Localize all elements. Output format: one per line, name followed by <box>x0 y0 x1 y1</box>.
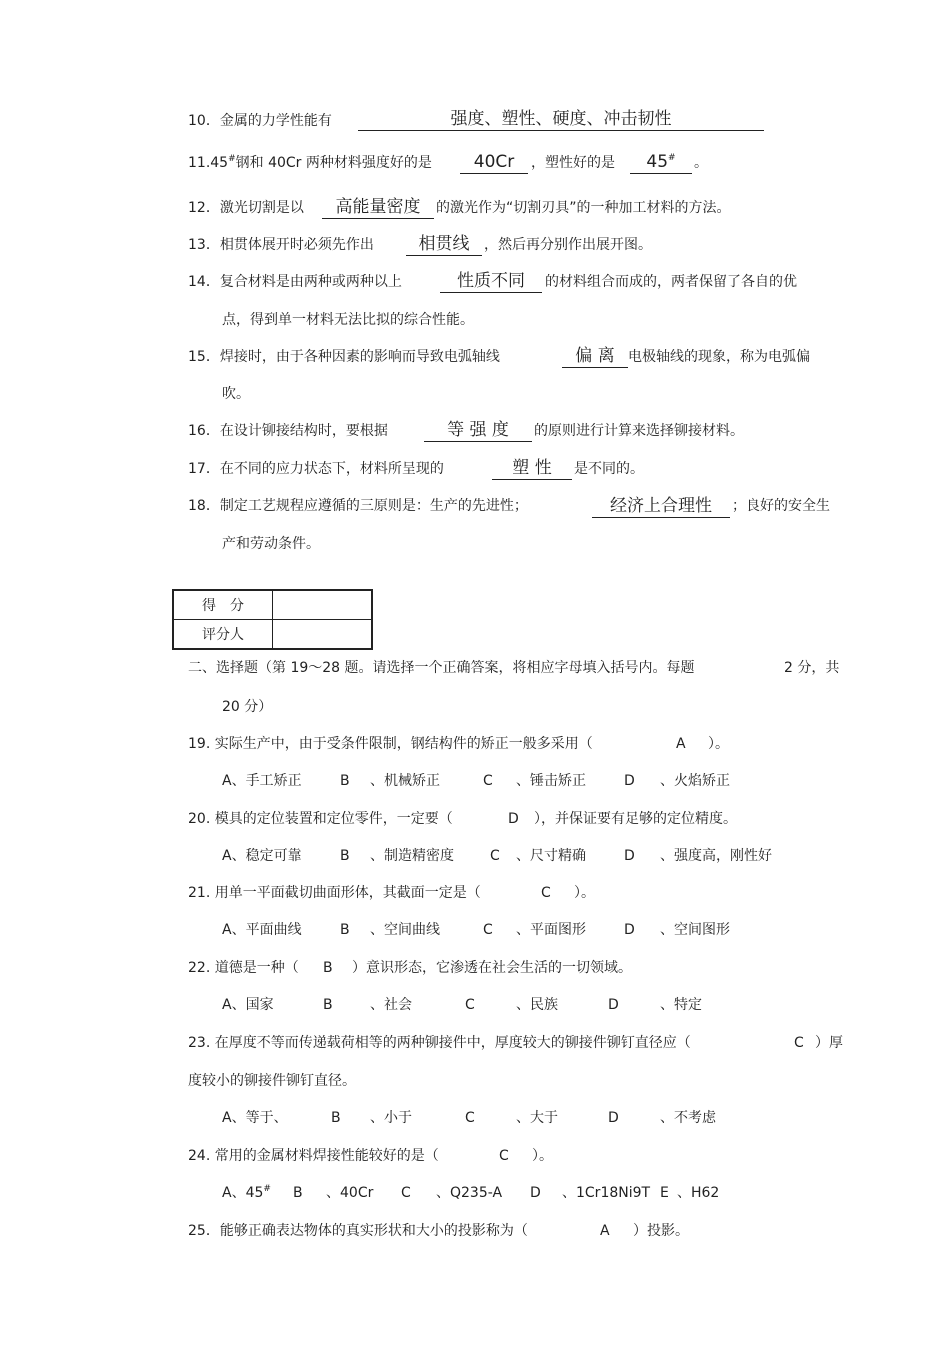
q20-option-a: A、稳定可靠 <box>222 848 302 864</box>
q13-answer: 相贯线 <box>406 233 482 256</box>
score-cell <box>273 590 373 620</box>
q21-option-a: A、平面曲线 <box>222 922 302 938</box>
q20-end: ），并保证要有足够的定位精度。 <box>534 811 737 827</box>
q19-option-d: 、火焰矫正 <box>660 773 730 789</box>
q23-option-d-letter: D <box>608 1110 619 1126</box>
q17-end: 是不同的。 <box>574 461 644 477</box>
q17-line: 17．在不同的应力状态下，材料所呈现的 <box>188 461 444 477</box>
q20-option-c-letter: C <box>490 848 500 864</box>
q10-answer: 强度、塑性、硬度、冲击韧性 <box>358 108 764 131</box>
q11-line: 11.45#钢和 40Cr 两种材料强度好的是 <box>188 154 432 171</box>
q20-option-b: 、制造精密度 <box>370 848 454 864</box>
score-label: 得 分 <box>173 590 273 620</box>
q16-answer: 等 强 度 <box>424 419 532 442</box>
q15-answer: 偏 离 <box>562 345 628 368</box>
q19-option-a: A、手工矫正 <box>222 773 302 789</box>
q14-line: 14．复合材料是由两种或两种以上 <box>188 274 402 290</box>
q23-answer: C <box>794 1035 804 1051</box>
q15-line: 15．焊接时，由于各种因素的影响而导致电弧轴线 <box>188 349 500 365</box>
q14-end: 的材料组合而成的，两者保留了各自的优 <box>545 274 797 290</box>
q24-option-c: 、Q235-A <box>436 1185 503 1201</box>
q15-end: 电极轴线的现象，称为电弧偏 <box>628 349 810 365</box>
q24-answer: C <box>499 1148 509 1164</box>
q21-option-d-letter: D <box>624 922 635 938</box>
q23-end: ）厚 <box>815 1035 843 1051</box>
q14-answer: 性质不同 <box>440 270 542 293</box>
q24-option-a: A、45# <box>222 1184 271 1201</box>
q23-option-b: 、小于 <box>370 1110 412 1126</box>
section2-heading-line2: 20 分） <box>222 699 273 715</box>
q21-option-c: 、平面图形 <box>516 922 586 938</box>
q23-option-c-letter: C <box>465 1110 475 1126</box>
q16-end: 的原则进行计算来选择铆接材料。 <box>534 423 744 439</box>
q24-end: ）。 <box>532 1148 553 1164</box>
q11-mid: ，塑性好的是 <box>531 155 615 171</box>
q19-end: ）。 <box>708 736 729 752</box>
q12-answer: 高能量密度 <box>322 196 434 219</box>
q23-option-b-letter: B <box>331 1110 341 1126</box>
q22-option-a: A、国家 <box>222 997 274 1013</box>
q23-line2: 度较小的铆接件铆钉直径。 <box>188 1073 356 1089</box>
section2-heading-points: 2 分，共 <box>784 660 840 676</box>
q22-line: 22. 道德是一种（ <box>188 960 299 976</box>
q22-answer: B <box>323 960 333 976</box>
q22-option-d: 、特定 <box>660 997 702 1013</box>
q21-line: 21. 用单一平面截切曲面形体，其截面一定是（ <box>188 885 481 901</box>
q23-option-a: A、等于、 <box>222 1110 288 1126</box>
q20-answer: D <box>508 811 519 827</box>
q10-line: 10．金属的力学性能有 <box>188 113 332 129</box>
q20-line: 20. 模具的定位装置和定位零件，一定要（ <box>188 811 453 827</box>
q12-line: 12．激光切割是以 <box>188 200 304 216</box>
q25-line: 25．能够正确表达物体的真实形状和大小的投影称为（ <box>188 1223 528 1239</box>
q24-option-e: 、H62 <box>677 1185 720 1201</box>
grader-cell <box>273 620 373 650</box>
q17-answer: 塑 性 <box>492 457 572 480</box>
q22-option-b-letter: B <box>323 997 333 1013</box>
q18-line: 18．制定工艺规程应遵循的三原则是：生产的先进性； <box>188 498 528 514</box>
q11-answer-plasticity: 45# <box>630 151 692 174</box>
q21-option-b-letter: B <box>340 922 350 938</box>
q19-answer: A <box>676 736 686 752</box>
q23-option-d: 、不考虑 <box>660 1110 716 1126</box>
q20-option-d-letter: D <box>624 848 635 864</box>
q21-answer: C <box>541 885 551 901</box>
q25-end: ）投影。 <box>633 1223 689 1239</box>
q21-option-b: 、空间曲线 <box>370 922 440 938</box>
q18-answer: 经济上合理性 <box>592 495 730 518</box>
q20-option-b-letter: B <box>340 848 350 864</box>
grader-label: 评分人 <box>173 620 273 650</box>
q13-end: ，然后再分别作出展开图。 <box>484 237 652 253</box>
q22-option-b: 、社会 <box>370 997 412 1013</box>
section2-heading: 二、选择题（第 19～28 题。请选择一个正确答案，将相应字母填入括号内。每题 <box>188 660 695 676</box>
q20-option-d: 、强度高，刚性好 <box>660 848 772 864</box>
q19-line: 19. 实际生产中，由于受条件限制，钢结构件的矫正一般多采用（ <box>188 736 593 752</box>
q20-option-c: 、尺寸精确 <box>516 848 586 864</box>
q14-line2: 点，得到单一材料无法比拟的综合性能。 <box>222 312 474 328</box>
score-table <box>172 589 373 650</box>
q11-answer-strength: 40Cr <box>460 151 528 174</box>
q11-end: 。 <box>694 155 708 171</box>
q19-option-b-letter: B <box>340 773 350 789</box>
q23-option-c: 、大于 <box>516 1110 558 1126</box>
q12-end: 的激光作为“切割刃具”的一种加工材料的方法。 <box>436 200 731 216</box>
q16-line: 16．在设计铆接结构时，要根据 <box>188 423 388 439</box>
q22-end: ）意识形态，它渗透在社会生活的一切领域。 <box>352 960 632 976</box>
q21-option-c-letter: C <box>483 922 493 938</box>
q24-option-e-letter: E <box>660 1185 669 1201</box>
q24-option-d: 、1Cr18Ni9T <box>562 1185 651 1201</box>
q18-line2: 产和劳动条件。 <box>222 536 320 552</box>
q13-line: 13．相贯体展开时必须先作出 <box>188 237 374 253</box>
q24-option-d-letter: D <box>530 1185 541 1201</box>
q22-option-d-letter: D <box>608 997 619 1013</box>
q24-line: 24. 常用的金属材料焊接性能较好的是（ <box>188 1148 439 1164</box>
q25-answer: A <box>600 1223 610 1239</box>
q22-option-c: 、民族 <box>516 997 558 1013</box>
q15-line2: 吹。 <box>222 386 250 402</box>
q19-option-c: 、锤击矫正 <box>516 773 586 789</box>
q22-option-c-letter: C <box>465 997 475 1013</box>
q23-line: 23. 在厚度不等而传递载荷相等的两种铆接件中，厚度较大的铆接件铆钉直径应（ <box>188 1035 691 1051</box>
q21-end: ）。 <box>574 885 595 901</box>
q18-end: ；良好的安全生 <box>732 498 830 514</box>
q19-option-b: 、机械矫正 <box>370 773 440 789</box>
q19-option-d-letter: D <box>624 773 635 789</box>
q19-option-c-letter: C <box>483 773 493 789</box>
q24-option-c-letter: C <box>401 1185 411 1201</box>
q24-option-b-letter: B <box>293 1185 303 1201</box>
q21-option-d: 、空间图形 <box>660 922 730 938</box>
q24-option-b: 、40Cr <box>326 1185 374 1201</box>
